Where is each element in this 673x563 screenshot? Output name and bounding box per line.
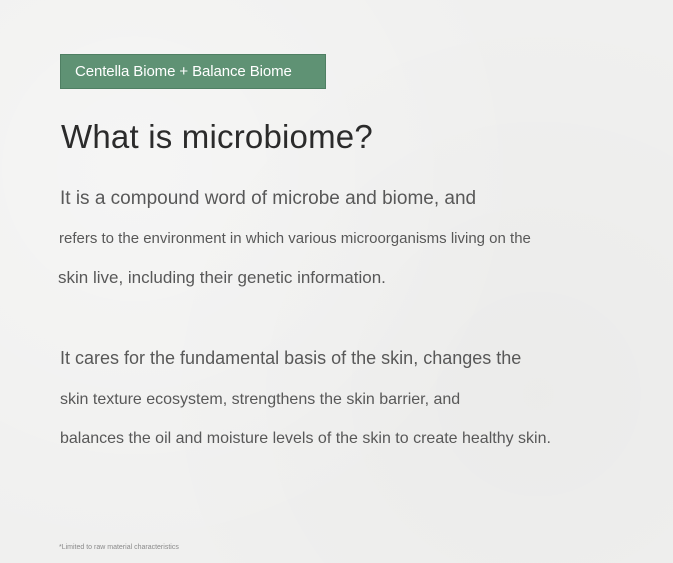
paragraph-line: skin texture ecosystem, strengthens the skin barrier, and	[60, 391, 461, 408]
footnote: *Limited to raw material characteristics	[59, 544, 179, 551]
product-badge	[60, 54, 326, 89]
page-title: What is microbiome?	[61, 118, 373, 155]
paragraph-line: balances the oil and moisture levels of the skin to create healthy skin.	[60, 430, 551, 447]
badge-label: Centella Biome + Balance Biome	[75, 63, 292, 80]
paragraph-line: It cares for the fundamental basis of the skin, changes the	[60, 348, 522, 368]
paragraph-line: refers to the environment in which various microorganisms living on the	[59, 230, 531, 247]
paragraph-line: skin live, including their genetic information.	[58, 268, 386, 287]
paragraph-line: It is a compound word of microbe and biome, and	[60, 188, 477, 209]
